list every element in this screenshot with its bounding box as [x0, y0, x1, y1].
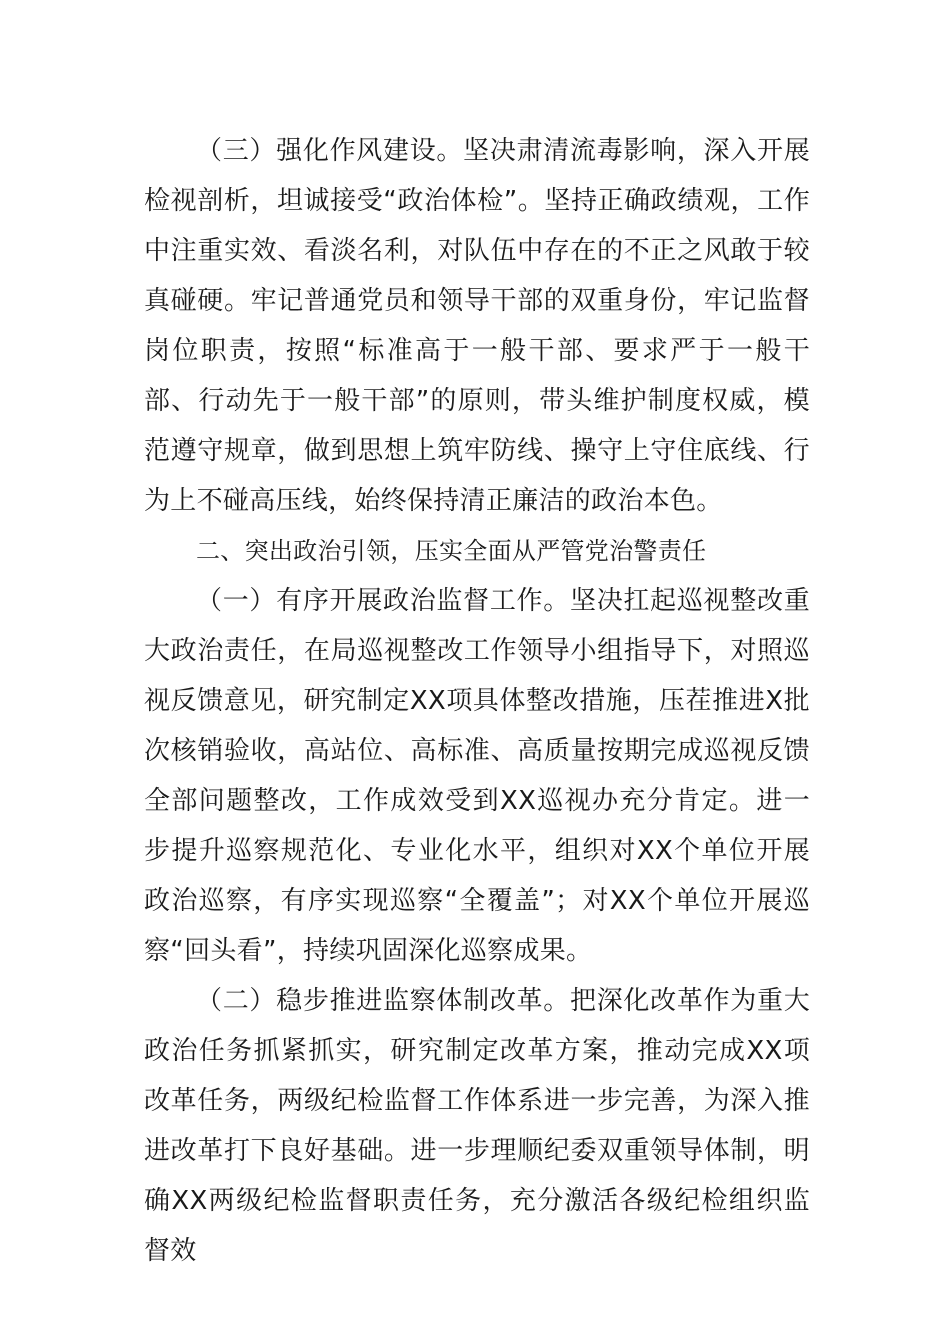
section-heading-political-leadership: 二、突出政治引领，压实全面从严管党治警责任 — [196, 537, 707, 565]
paragraph-work-style: （三）强化作风建设。坚决肃清流毒影响，深入开展检视剖析，坦诚接受“政治体检”。坚持正确政绩观，工作中注重实效、看淡名利，对队伍中存在的不正之风敢于较真碰硬。牢记普通党员和领导干部的双重身份，牢记监督岗位职责，按照“标准高于一般干部、要求严于一般干部、行动先于一般干部”的原则，带头维护制度权威，模范遵守规章，做到思想上筑牢防线、操守上守住底线、行为上不碰高压线，始终保持清正廉洁的政治本色。 — [144, 136, 810, 516]
paragraph-political-supervision: （一）有序开展政治监督工作。坚决扛起巡视整改重大政治责任，在局巡视整改工作领导小组指导下，对照巡视反馈意见，研究制定XX项具体整改措施，压茬推进X批次核销验收，高站位、高标准、高质量按期完成巡视反馈全部问题整改，工作成效受到XX巡视办充分肯定。进一步提升巡察规范化、专业化水平，组织对XX个单位开展政治巡察，有序实现巡察“全覆盖”；对XX个单位开展巡察“回头看”，持续巩固深化巡察成果。 — [144, 586, 810, 966]
document-body — [144, 126, 810, 1276]
paragraph-supervision-reform: （二）稳步推进监察体制改革。把深化改革作为重大政治任务抓紧抓实，研究制定改革方案，推动完成XX项改革任务，两级纪检监督工作体系进一步完善，为深入推进改革打下良好基础。进一步理顺纪委双重领导体制，明确XX两级纪检监督职责任务，充分激活各级纪检组织监督效 — [144, 986, 810, 1266]
